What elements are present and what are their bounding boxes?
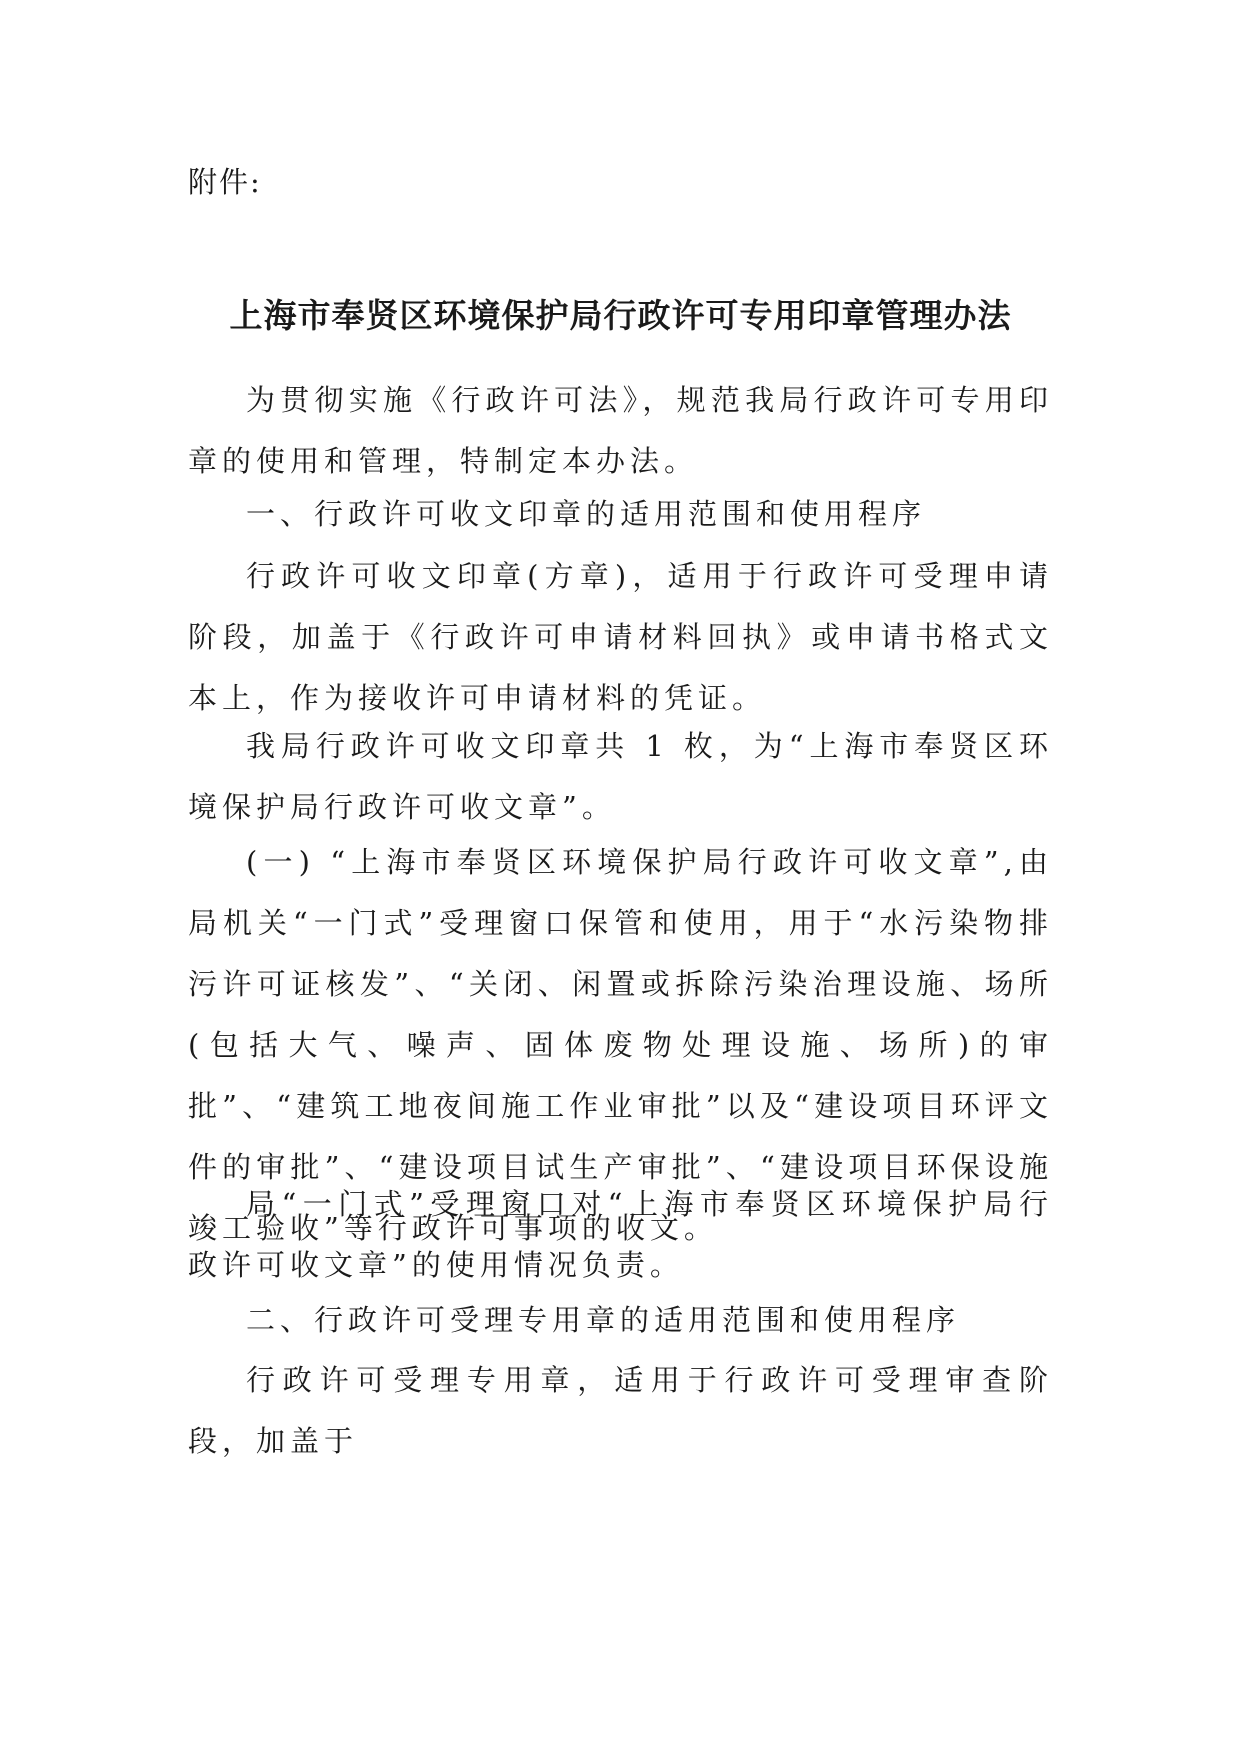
paragraph-item-1: (一) “上海市奉贤区环境保护局行政许可收文章”,由局机关“一门式”受理窗口保管和使用，用于“水污染物排污许可证核发”、“关闭、闲置或拆除污染治理设施、场所(包括大气、噪声、固体废物处理设施、场所)的审批”、“建筑工地夜间施工作业审批”以及“建设项目环评文件的审批”、“建设项目试生产审批”、“建设项目环保设施竣工验收”等行政许可事项的收文。 (188, 845, 1053, 1245)
paragraph-intro: 为贯彻实施《行政许可法》，规范我局行政许可专用印章的使用和管理，特制定本办法。 (188, 383, 1053, 478)
section-heading-1: 一、行政许可收文印章的适用范围和使用程序 (246, 497, 927, 531)
paragraph-receipt-seal: 行政许可收文印章(方章)，适用于行政许可受理申请阶段，加盖于《行政许可申请材料回执》或申请书格式文本上，作为接收许可申请材料的凭证。 (188, 559, 1053, 715)
paragraph-seal-count: 我局行政许可收文印章共 1 枚，为“上海市奉贤区环境保护局行政许可收文章”。 (188, 729, 1053, 824)
document-title: 上海市奉贤区环境保护局行政许可专用印章管理办法 (229, 296, 1012, 335)
section-heading-2: 二、行政许可受理专用章的适用范围和使用程序 (246, 1303, 961, 1337)
paragraph-acceptance-seal: 行政许可受理专用章，适用于行政许可受理审查阶段，加盖于 (188, 1363, 1053, 1458)
attachment-label: 附件: (188, 165, 262, 199)
paragraph-window-responsibility: 局“一门式”受理窗口对“上海市奉贤区环境保护局行政许可收文章”的使用情况负责。 (188, 1187, 1053, 1282)
